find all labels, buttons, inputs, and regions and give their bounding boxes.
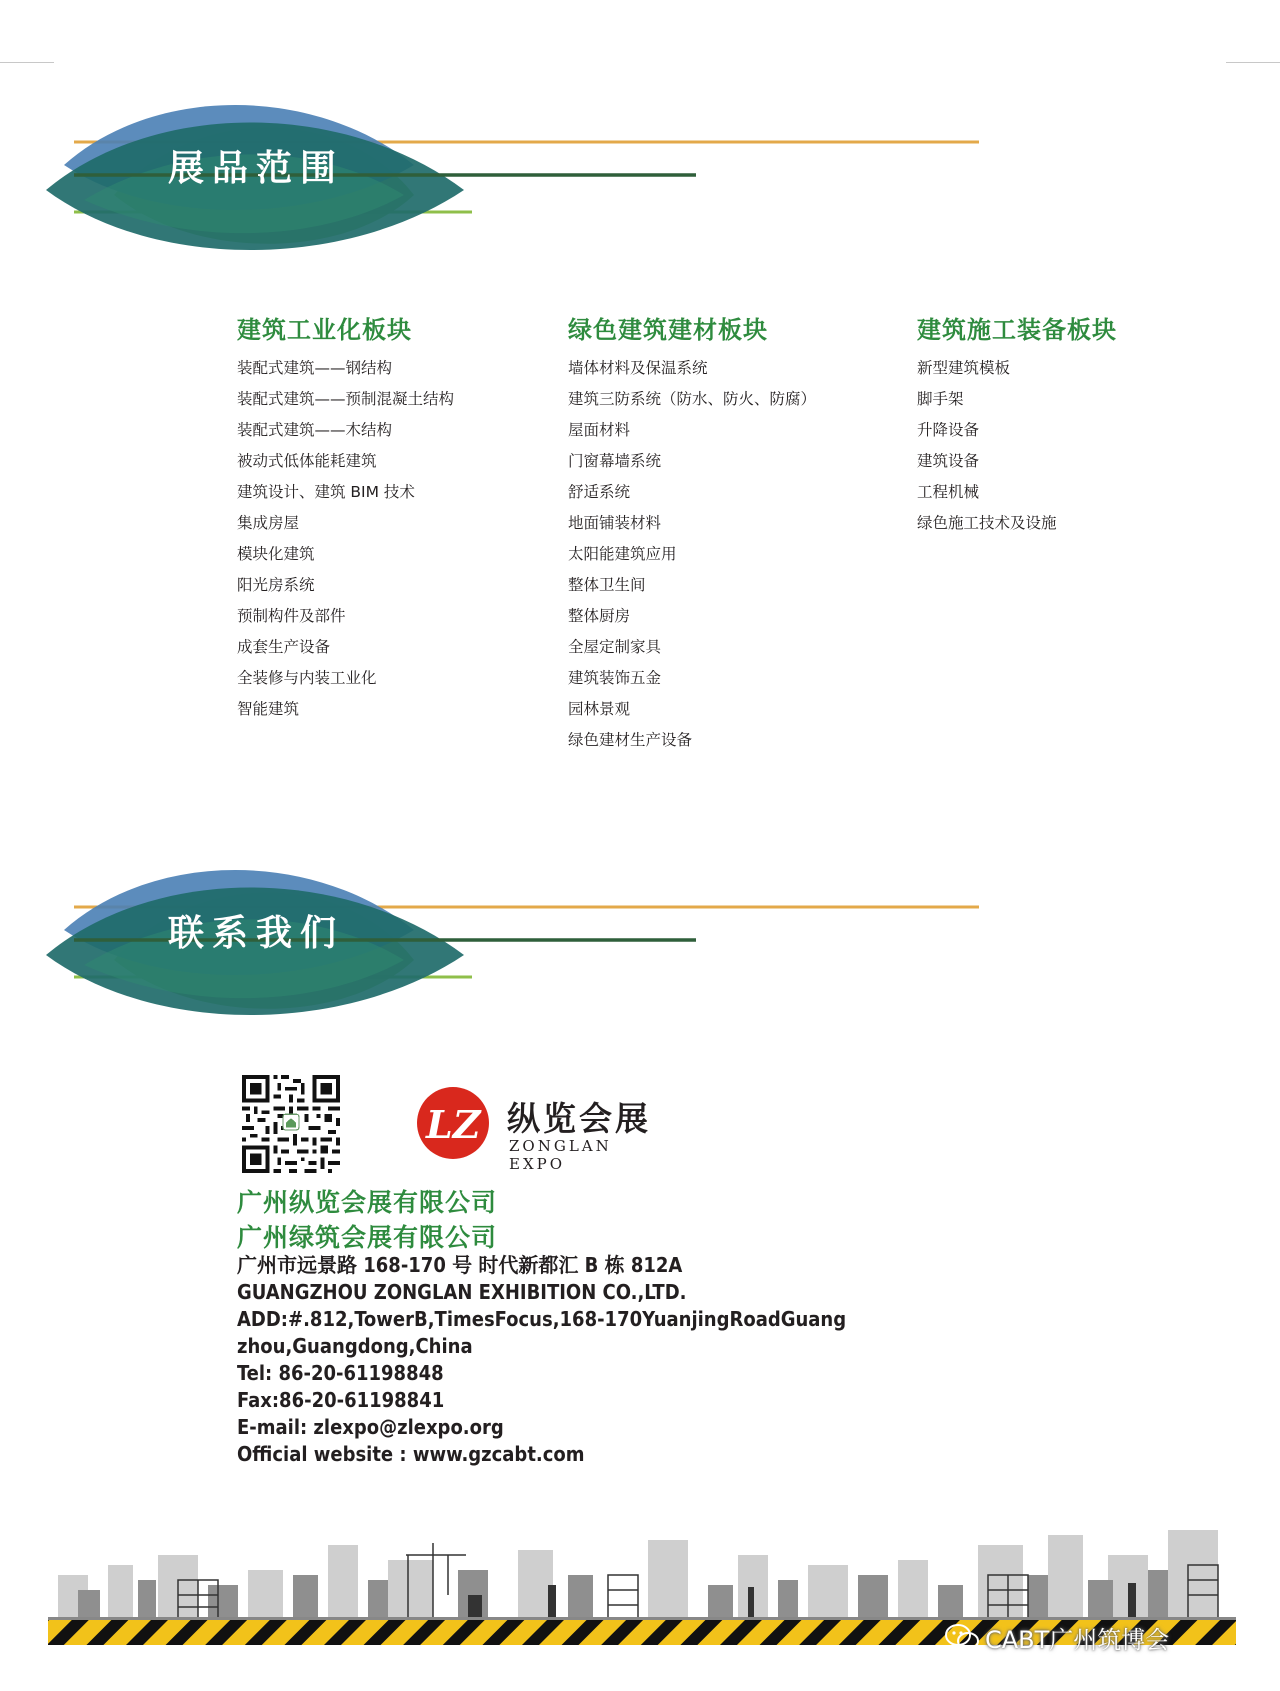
list-item: 装配式建筑——木结构 [237,421,393,439]
list-item: 屋面材料 [568,421,631,439]
list-item: 装配式建筑——预制混凝土结构 [237,390,455,408]
list-item: 全屋定制家具 [568,638,662,656]
address-en: ADD:#.812,TowerB,TimesFocus,168-170YuanjingRoadGuang [237,1307,847,1331]
company-name: 广州绿筑会展有限公司 [237,1223,498,1252]
address-en-cont: zhou,Guangdong,China [237,1334,473,1358]
list-item: 舒适系统 [568,483,631,501]
list-item: 脚手架 [917,390,964,408]
column-title: 建筑工业化板块 [237,316,412,344]
crop-mark-right [1226,62,1280,63]
list-item: 绿色施工技术及设施 [917,514,1057,532]
company-name-en: GUANGZHOU ZONGLAN EXHIBITION CO.,LTD. [237,1280,687,1304]
list-item: 预制构件及部件 [237,607,346,625]
column-industrialization [237,310,454,725]
list-item: 建筑装饰五金 [568,669,662,687]
list-item: 智能建筑 [237,700,300,718]
contact-title: 联系我们 [168,913,345,954]
telephone: Tel: 86-20-61198848 [237,1361,444,1385]
column-title: 绿色建筑建材板块 [568,316,768,344]
lz-logo-mark [415,1085,495,1165]
website-link[interactable]: Official website : www.gzcabt.com [237,1442,585,1466]
logo-name-cn: 纵览会展 [507,1099,651,1138]
company-name: 广州纵览会展有限公司 [237,1188,498,1217]
list-item: 整体厨房 [568,607,631,625]
address-cn: 广州市远景路 168-170 号 时代新都汇 B 栋 812A [237,1253,683,1277]
list-item: 整体卫生间 [568,576,646,594]
column-green-materials [568,310,816,756]
list-item: 装配式建筑——钢结构 [237,359,393,377]
list-item: 建筑设计、建筑 BIM 技术 [237,483,415,501]
list-item: 工程机械 [917,483,980,501]
scope-title: 展品范围 [168,148,345,189]
crop-mark-left [0,62,54,63]
column-construction-equipment [917,310,1117,539]
list-item: 绿色建材生产设备 [568,731,693,749]
list-item: 阳光房系统 [237,576,315,594]
zonglan-expo-logo [415,1085,675,1173]
list-item: 太阳能建筑应用 [568,545,677,563]
list-item: 升降设备 [917,421,980,439]
svg-text:LZ: LZ [426,1102,481,1147]
list-item: 建筑设备 [917,452,980,470]
list-item: 被动式低体能耗建筑 [237,452,377,470]
list-item: 全装修与内装工业化 [237,669,377,687]
list-item: 墙体材料及保温系统 [568,359,708,377]
list-item: 模块化建筑 [237,545,315,563]
wechat-watermark [945,1620,1169,1658]
section-banner-scope [44,85,994,265]
section-banner-contact [44,850,994,1030]
watermark-text: CABT广州筑博会 [985,1626,1170,1654]
list-item: 园林景观 [568,700,631,718]
list-item: 地面铺装材料 [568,514,662,532]
email-link[interactable]: E-mail: zlexpo@zlexpo.org [237,1415,504,1439]
list-item: 建筑三防系统（防水、防火、防腐） [568,390,817,408]
qr-code[interactable] [242,1075,340,1173]
list-item: 集成房屋 [237,514,300,532]
contact-info [237,1252,857,1468]
fax: Fax:86-20-61198841 [237,1388,445,1412]
column-title: 建筑施工装备板块 [917,316,1117,344]
list-item: 新型建筑模板 [917,359,1011,377]
logo-name-en: ZONGLAN EXPO [509,1137,612,1173]
list-item: 门窗幕墙系统 [568,452,662,470]
wechat-icon [945,1624,979,1658]
list-item: 成套生产设备 [237,638,331,656]
